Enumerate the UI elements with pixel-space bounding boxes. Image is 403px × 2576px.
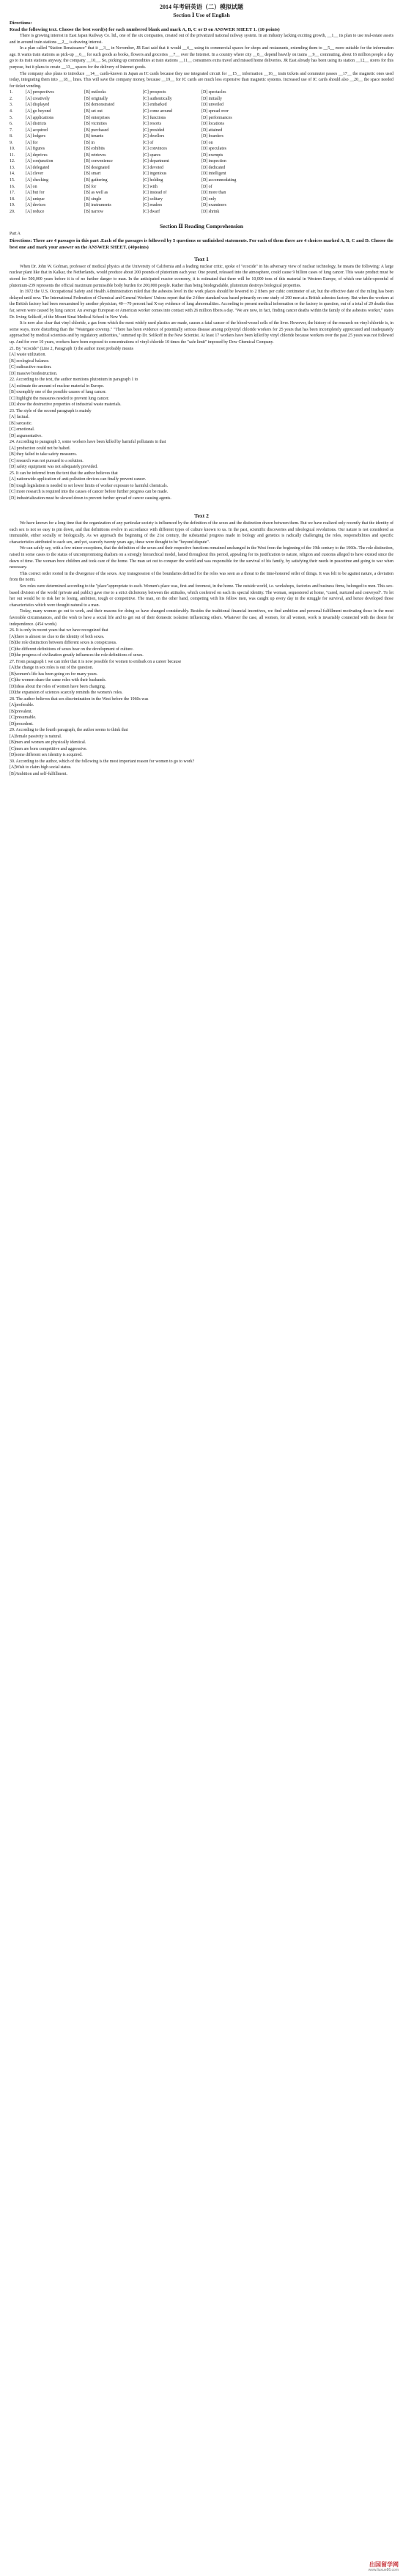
option-choice: [A] go beyond <box>26 108 51 114</box>
option-choice: [C] with <box>143 184 158 189</box>
option-number: 3. <box>10 103 13 108</box>
option-choice: [C] convinces <box>143 147 167 152</box>
option-choice: [D] attained <box>202 128 223 133</box>
option-choice: [C] prospects <box>143 90 166 95</box>
option-row <box>10 115 393 122</box>
option-choice: [B] enterprises <box>84 115 110 120</box>
option-number: 13. <box>10 165 15 170</box>
answer-choice: [C]men are born competitive and aggressive. <box>10 746 87 751</box>
option-choice: [D] only <box>202 196 217 202</box>
answer-choice: [A] factual. <box>10 415 30 420</box>
option-number: 4. <box>10 108 13 114</box>
option-choice: [A] districts <box>26 122 47 127</box>
option-choice: [D] on <box>202 140 213 145</box>
option-row <box>10 190 393 196</box>
option-choice: [C] come around <box>143 108 172 114</box>
option-choice: [A] deprives <box>26 152 48 158</box>
option-number: 1. <box>10 90 13 95</box>
answer-choice: [C]presumable. <box>10 715 37 721</box>
part-a-label: Part A <box>10 232 21 237</box>
option-choice: [C] ingenious <box>143 172 167 177</box>
answer-choice: [B]Ambition and self-fulfillment. <box>10 771 68 776</box>
option-choice: [D] accommodating <box>202 178 237 183</box>
option-row <box>10 158 393 165</box>
site-watermark <box>352 2561 399 2573</box>
passage-paragraph: When Dr. John W. Gofman, professor of medical physics at the University of California and a leading nuclear critic, spoke of "ecocide" in his adversary view of nuclear technology, he means the following: A large nuclear plant like that in Kalkar, the Netherlands, would produce about 200 pounds of plutonium each year. One pound, released into the atmosphere, could cause 9 billion cases of lung cancer. This waste product must be stored for 500,000 years before it is of no further danger to man. In the anticipated reactor economy, it is estimated that there will be 10,000 tons of this material in Western Europe, of which one table-spoonful of plutonium-239 represents the official maximum permissible body burden for 200,000 people. Rather than being biodegradable, plutonium destroys biological properties. <box>10 264 393 288</box>
directions-label: Directions: <box>10 21 32 26</box>
answer-choice: [C] more research is required into the causes of cancer before further progress can be made. <box>10 490 169 495</box>
answer-choice: [C] research was not pursued to a solution. <box>10 458 84 463</box>
option-choice: [D] of <box>202 184 212 189</box>
answer-choice: [B] exemplify one of the possible causes of lung cancer. <box>10 390 107 395</box>
answer-choice: [B] sarcastic. <box>10 421 33 426</box>
option-choice: [A] devices <box>26 203 46 208</box>
option-choice: [B] demonstrated <box>84 103 115 108</box>
option-choice: [B] originally <box>84 96 108 101</box>
answer-choice: [D]the progress of civilization greatly influences the role definitions of sexes. <box>10 653 144 658</box>
answer-choice: [D]precedent. <box>10 721 34 726</box>
answer-choice: [D] industrialization must be slowed down to prevent further spread of cancer causing agents. <box>10 496 171 501</box>
passage-paragraph: Today, many women go out to work, and their reasons for doing so have changed considerably. Besides the traditional financial incentives, we find ambition and personal fulfillment motivating those in the most favorable circumstances, and the wish to have a social life and to get out of their domestic isolation influencing others. Whatever the case, all women, for all women, work is invariably connected with the desire for independence. (454 words) <box>10 609 393 627</box>
text-1-questions <box>10 346 393 502</box>
reading-directions: Directions: There are 4 passages in this part .Each of the passages is followed by 5 questions or unfinished statements. For each of them there are 4 choices marked A, B, C and D. Choose the best one and mark your answer on the ANSWER SHEET. (40points) <box>10 238 393 250</box>
option-choice: [D] unveiled <box>202 103 223 108</box>
option-choice: [D] speculates <box>202 147 226 152</box>
answer-choice: [A]the change in sex roles is out of the question. <box>10 666 94 671</box>
option-choice: [B] narrow <box>84 209 104 214</box>
option-choice: [C] department <box>143 159 169 164</box>
answer-choice: [D]ideas about the roles of women have been changing. <box>10 684 106 689</box>
option-choice: [A] but for <box>26 191 45 196</box>
option-choice: [B] convenience <box>84 159 113 164</box>
option-choice: [D] locations <box>202 122 224 127</box>
answer-choice: [A] estimate the amount of nuclear material in Europe. <box>10 383 105 389</box>
option-choice: [A] figures <box>26 147 45 152</box>
option-row <box>10 171 393 177</box>
option-choice: [A] acquired <box>26 128 48 133</box>
option-number: 9. <box>10 140 13 145</box>
answer-choice: [B] tough legislation is needed to set lower limits of worker exposure to harmful chemicals. <box>10 483 169 488</box>
answer-choice: [A] nationwide application of anti-pollution devices can finally prevent cancer. <box>10 477 147 482</box>
cloze-passage <box>10 33 393 89</box>
option-number: 7. <box>10 128 13 133</box>
option-row <box>10 128 393 134</box>
option-choice: [A] perspectives <box>26 90 54 95</box>
answer-choice: [A] production could not be halted. <box>10 446 71 451</box>
cloze-paragraph: There is growing interest in East Japan Railway Co. ltd., one of the six companies, created out of the privatized national railway system. In an industry lacking exciting growth, __1__ its plan to use real-estate assets and in around train stations __2__ is drawing interest. <box>10 34 393 45</box>
answer-choice: [D] safety equipment was not adequately provided. <box>10 465 98 470</box>
cloze-paragraph: The company also plans to introduce __14__ cards-known in Japan as IC cards because they use integrated circuit for __15__ information __16__ train tickets and commuter passes __17__ the magnetic ones used today, integrating them into __18__ lines. This will save the company money, because __19__ for IC cards are much less expensive than magnetic systems. Increased use of IC cards should also __20__ the space needed for ticket vending. <box>10 71 393 89</box>
option-row <box>10 152 393 159</box>
option-number: 20. <box>10 209 15 214</box>
question-stem: 22. According to the text, the author mentions plutonium in paragraph 1 to <box>10 378 138 383</box>
option-number: 6. <box>10 122 13 127</box>
question-stem: 30. According to the author, which of the following is the most important reason for women to go to work? <box>10 759 195 764</box>
answer-choice: [A] waste utilization. <box>10 353 46 358</box>
question-stem: 24. According to paragraph 3, some workers have been killed by harmful pollutants in that <box>10 440 166 445</box>
option-choice: [C] of <box>143 140 154 145</box>
option-choice: [C] spares <box>143 152 161 158</box>
option-choice: [D] initially <box>202 96 222 101</box>
option-choice: [A] checking <box>26 178 48 183</box>
option-choice: [B] in <box>84 140 95 145</box>
option-row <box>10 133 393 140</box>
question-stem: 27. From paragraph 1 we can infer that it is now possible for women to embark on a career because <box>10 659 182 664</box>
passage-paragraph: We have known for a long time that the organization of any particular society is influenced by the definition of the sexes and the distinction drawn between them. But we have realized only recently that the identity of each sex is not so easy to pin down, and that definitions evolve in accordance with different types of culture known to us. In the past, scientific discoveries and ideological revolutions. Our nature is not considered as immutable, either socially or biologically. As we approach the beginning of the 21st century, the substantial progress made in biology and genetics is radically challenging the roles, responsibilities and specific characteristics attributed to each sex, and yet, scarcely twenty years ago, these were thought to be "beyond dispute". <box>10 521 393 545</box>
section-2-heading: Section Ⅱ Reading Comprehension <box>159 223 244 230</box>
option-number: 2. <box>10 96 13 101</box>
answer-choice: [D]some different sex identity is acquired. <box>10 753 83 758</box>
option-choice: [B] set out <box>84 108 103 114</box>
option-choice: [D] dedicated <box>202 165 226 170</box>
answer-choice: [C] radioactive reaction. <box>10 365 52 370</box>
option-choice: [B] vicinities <box>84 122 107 127</box>
answer-choice: [D] massive biodestruction. <box>10 371 58 376</box>
answer-choice: [D] show the destructive properties of industrial waste materials. <box>10 402 122 408</box>
option-choice: [B] for <box>84 184 97 189</box>
answer-choice: [A]Wish to claim high social status. <box>10 765 72 770</box>
option-row <box>10 140 393 147</box>
option-number: 16. <box>10 184 15 189</box>
option-number: 19. <box>10 203 15 208</box>
option-choice: [A] conjunction <box>26 159 53 164</box>
answer-choice: [D]the expansion of sciences scarcely reminds the women's roles. <box>10 691 123 696</box>
option-choice: [A] on <box>26 184 37 189</box>
option-choice: [C] embarked <box>143 103 167 108</box>
question-stem: 23. The style of the second paragraph is mainly <box>10 408 92 413</box>
option-row <box>10 184 393 191</box>
answer-choice: [B]prevalent. <box>10 709 33 714</box>
option-choice: [B] as well as <box>84 191 108 196</box>
option-choice: [C] devoted <box>143 165 163 170</box>
watermark-brand: 出国留学网 <box>369 2561 399 2568</box>
option-row <box>10 102 393 108</box>
passage-paragraph: This correct order rooted in the divergence of the sexes. Any transgression of the boundaries defined for the roles was seen as a threat to the time-honored order of things. It was felt to be against nature, a deviation from the norm. <box>10 571 393 583</box>
option-choice: [B] single <box>84 196 102 202</box>
option-choice: [D] boarders <box>202 134 223 139</box>
section-1-heading: Section Ⅰ Use of English <box>173 12 230 18</box>
option-row <box>10 177 393 184</box>
passage-paragraph: It is now also clear that vinyl chloride, a gas from which the most widely used plastics are made, causes a fatal cancer of the blood-vessel cells of the liver. However, the history of the research on vinyl chloride is, in some ways, more disturbing than the "Watergate coverup." "There has been evidence of potentially serious disease among polyvinyl chloride workers for 25 years that has been incompletely appreciated and inadequately approached by medical scientists and by regulatory authorities," summed up Dr. Selikoff in the New Scientist. At least 17 workers have been killed by vinyl chloride because workers over the past 25 years was not followed up. And for over 10 years, workers have been exposed to concentrations of vinyl chloride 10 times the "safe limit" imposed by Dow Chemical Company. <box>10 321 393 345</box>
option-choice: [A] creatively <box>26 96 50 101</box>
option-choice: [C] readers <box>143 203 163 208</box>
option-row <box>10 209 393 216</box>
option-row <box>10 196 393 203</box>
answer-choice: [B]men and women are physically identical. <box>10 740 86 746</box>
option-choice: [D] more than <box>202 191 226 196</box>
option-choice: [D] examiners <box>202 203 226 208</box>
option-number: 8. <box>10 134 13 139</box>
option-row <box>10 146 393 152</box>
answer-choice: [C] emotional. <box>10 427 35 433</box>
answer-choice: [B] ecological balance. <box>10 358 50 364</box>
text-2-heading: Text 2 <box>194 512 209 520</box>
option-choice: [C] dwellers <box>143 134 165 139</box>
passage-paragraph: In 1972 the U.S. Occupational Safety and Health Administration ruled that the asbestos level in the work places should be lowered to 2 fibers per cubic centimeter of air, but the effective date of the ruling has been delayed until now. The International Federation of Chemical and General Workers' Unions report that the 2-fiber standard was based primarily on one study of 290 men at a British asbestos factory. But when the workers at the British factory had been reexamined by another physician, 40—70 percent had X-ray evidence of lung abnormalities. According to present medical information or the factory in question, out of a total of 29 deaths thus far, seven were caused by lung cancer. An average European or American worker comes into contact with 26 million fibers a day. "We are now, in fact, finding cancer deaths within the family of the asbestos worker," states Dr. Irving Selikoff, of the Mount Sinai Medical School in New York. <box>10 290 393 320</box>
option-number: 17. <box>10 191 15 196</box>
option-number: 5. <box>10 115 13 120</box>
option-choice: [B] gathering <box>84 178 108 183</box>
answer-choice: [B]the role distinction between different sexes is conspicuous. <box>10 641 117 646</box>
option-choice: [A] delegated <box>26 165 50 170</box>
answer-choice: [D] argumentative. <box>10 433 42 438</box>
question-stem: 21. By "ecocide" (Line 2, Paragraph 1) the author most probably means <box>10 346 133 351</box>
cloze-options <box>10 89 393 215</box>
option-choice: [D] spectacles <box>202 90 226 95</box>
option-number: 10. <box>10 147 15 152</box>
option-choice: [A] clever <box>26 172 44 177</box>
content <box>0 0 403 777</box>
option-number: 18. <box>10 196 15 202</box>
question-stem: 28. The author believes that sex discrimination in the West before the 1960s was <box>10 696 149 702</box>
text-2-questions <box>10 628 393 777</box>
question-stem: 26. It is only in recent years that we have recognized that <box>10 628 108 633</box>
option-choice: [D] spread over <box>202 108 229 114</box>
option-row <box>10 89 393 96</box>
option-row <box>10 165 393 172</box>
option-row <box>10 108 393 115</box>
option-choice: [B] exhibits <box>84 147 105 152</box>
option-choice: [C] authentically <box>143 96 172 101</box>
option-choice: [A] lodgers <box>26 134 45 139</box>
option-choice: [B] instruments <box>84 203 111 208</box>
option-choice: [D] performances <box>202 115 232 120</box>
option-choice: [A] unique <box>26 196 45 202</box>
exam-title: 2014 年考研英语（二）模拟试题 <box>160 4 243 10</box>
text-2-passage <box>10 520 393 628</box>
option-choice: [C] dwarf <box>143 209 160 214</box>
option-choice: [A] reduce <box>26 209 45 214</box>
option-choice: [C] resorts <box>143 122 162 127</box>
answer-choice: [C] highlight the measures needed to prevent lung cancer. <box>10 396 109 401</box>
cloze-paragraph: In a plan called "Station Renaissance" that it __3__ in November, JR East said that it would __4__ using its commercial spaces for shops and restaurants, extending them to __5__ more suitable for the information age. It wants train stations as pick-up __6__ for such goods as books, flowers and groceries __7__ over the Internet. In a country where city __8__ depend heavily on trains __9__ commuting, about 16 million people a day go to its train stations anyway, the company __10__. So, picking up commodities at train stations __11__ consumers extra travel and missed home deliveries. JR East already has been using its station __12__ stores for this purpose, but it plans to create __13__ spaces for the delivery of Internet goods. <box>10 46 393 70</box>
option-row <box>10 202 393 209</box>
option-choice: [B] outlooks <box>84 90 106 95</box>
option-choice: [A] for <box>26 140 38 145</box>
watermark-url: www.liuxue86.com <box>368 2568 399 2572</box>
answer-choice: [C]the women share the same roles with their husbands. <box>10 678 107 683</box>
answer-choice: [B]women's life has been going on for many years. <box>10 671 98 677</box>
option-choice: [C] solitary <box>143 196 163 202</box>
option-row <box>10 96 393 103</box>
option-choice: [D] intelligent <box>202 172 226 177</box>
option-choice: [B] retrieves <box>84 152 106 158</box>
question-stem: 29. According to the fourth paragraph, the author seems to think that <box>10 728 128 733</box>
option-choice: [D] exempts <box>202 152 223 158</box>
answer-choice: [C]the different definitions of sexes bear on the development of culture. <box>10 647 134 652</box>
directions-text: Read the following text. Choose the best word(s) for each numbered blank and mark A, B, C or D on ANSWER SHEET 1. (10 points) <box>10 27 280 32</box>
answer-choice: [A]there is almost no clue to the identity of both sexes. <box>10 634 105 639</box>
option-number: 14. <box>10 172 15 177</box>
option-choice: [B] designated <box>84 165 110 170</box>
option-choice: [C] instead of <box>143 191 167 196</box>
option-choice: [B] smart <box>84 172 101 177</box>
answer-choice: [A]female passivity is natural. <box>10 734 62 739</box>
text-1-passage <box>10 264 393 346</box>
option-choice: [B] purchased <box>84 128 109 133</box>
option-choice: [D] inspection <box>202 159 226 164</box>
question-stem: 25. It can be inferred from the text that the author believes that <box>10 471 118 476</box>
option-choice: [A] displayed <box>26 103 50 108</box>
option-number: 15. <box>10 178 15 183</box>
option-choice: [B] tenants <box>84 134 104 139</box>
option-choice: [C] presided <box>143 128 165 133</box>
option-number: 11. <box>10 152 15 158</box>
answer-choice: [B] they failed to take safety measures. <box>10 452 78 457</box>
option-choice: [C] holding <box>143 178 163 183</box>
passage-paragraph: Sex roles were determined according to the "place"appropriate to each. Women's place was, first and foremost, in the home. The outside world, i.e. workshops, factories and business firms, belonged to men. This sex-based division of the world (private and public) gave rise to a strict dichotomy between the attitudes, which conferred on each its special identity. The woman, sequestered at home, "cared, nurtured and conveyed". To let her out would be to risk her to losing, ambition, tough or competitive. The man, on the other hand, competing with his fellow men, was caught up every day in the struggle for survival, and hence developed those characteristics which were thought natural to a man. <box>10 584 393 608</box>
option-row <box>10 121 393 128</box>
answer-choice: [A]preferable. <box>10 703 34 708</box>
option-choice: [D] shrink <box>202 209 220 214</box>
option-number: 12. <box>10 159 15 164</box>
option-choice: [C] functions <box>143 115 166 120</box>
option-choice: [A] applications <box>26 115 54 120</box>
passage-paragraph: We can safely say, with a few minor exceptions, that the definition of the sexes and their respective functions remained unchanged in the West from the beginning of the 19th century to the 1960s. The role distinction, raised in some cases to the status of uncompromising dualism on a strongly hierarchical model, lasted throughout this period, appealing for its justification to nature, religion and customs alleged to have existed since the dawn of time. The woman bore children and took care of the home. The man set out to conquer the world and was responsible for the survival of his family, by satisfying their needs in peacetime and going to war when necessary. <box>10 546 393 570</box>
text-1-heading: Text 1 <box>194 255 209 262</box>
